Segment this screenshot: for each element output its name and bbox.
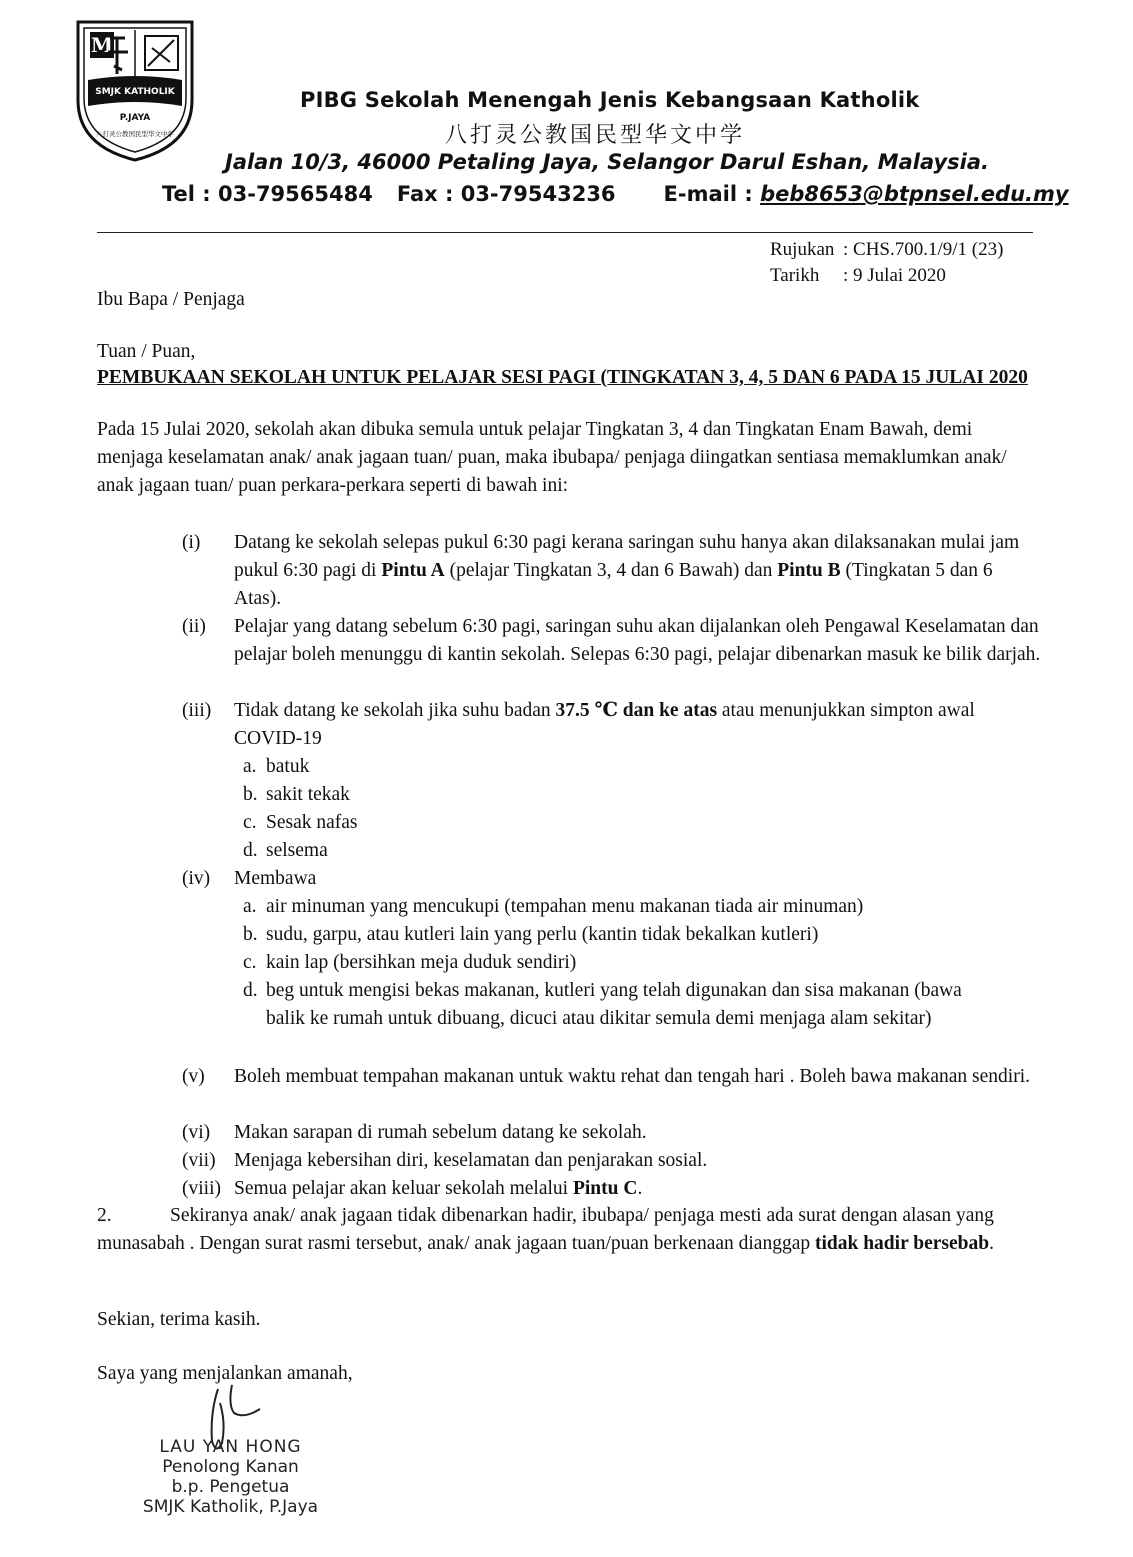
item-number: (iii) xyxy=(182,700,212,721)
item-text: Semua pelajar akan keluar sekolah melalui Pintu C. xyxy=(234,1178,643,1199)
list-item-vi xyxy=(182,1119,1042,1147)
svg-text:SMJK KATHOLIK: SMJK KATHOLIK xyxy=(95,87,175,97)
sub-item: d. selsema xyxy=(243,840,328,861)
item-number: (ii) xyxy=(182,616,206,637)
item-number: (viii) xyxy=(182,1178,221,1199)
item-text: Menjaga kebersihan diri, keselamatan dan penjarakan sosial. xyxy=(234,1150,708,1171)
fax-value: 03-79543236 xyxy=(460,182,616,206)
paragraph-2: 2. Sekiranya anak/ anak jagaan tidak dibenarkan hadir, ibubapa/ penjaga mesti ada surat dengan alasan yang munasabah . Dengan surat rasmi tersebut, anak/ anak jagaan tuan/puan berkenaan dianggap tidak hadir bersebab. xyxy=(97,1202,1037,1258)
item-number: (v) xyxy=(182,1066,205,1087)
sub-item: d. beg untuk mengisi bekas makanan, kutleri yang telah digunakan dan sisa makanan (bawa balik ke rumah untuk dibuang, dicuci atau dikitar semula demi menjaga alam sekitar) xyxy=(243,980,962,1029)
item-text: Membawa xyxy=(234,868,317,889)
fax-label: Fax : xyxy=(396,182,461,206)
item-text: Datang ke sekolah selepas pukul 6:30 pagi kerana saringan suhu hanya akan dilaksanakan mulai jam pukul 6:30 pagi di Pintu A (pelajar Tingkatan 3, 4 dan 6 Bawah) dan Pintu B (Tingkatan 5 dan 6 Atas). xyxy=(234,532,1020,609)
date-value: : 9 Julai 2020 xyxy=(843,265,946,286)
svg-text:P.JAYA: P.JAYA xyxy=(119,113,151,123)
sub-item: b. sudu, garpu, atau kutleri lain yang perlu (kantin tidak bekalkan kutleri) xyxy=(243,924,819,945)
reference-label: Rujukan xyxy=(770,239,835,260)
school-name: PIBG Sekolah Menengah Jenis Kebangsaan Katholik xyxy=(300,88,920,112)
item-text: Pelajar yang datang sebelum 6:30 pagi, saringan suhu akan dijalankan oleh Pengawal Keselamatan dan pelajar boleh menunggu di kantin sekolah. Selepas 6:30 pagi, pelajar dibenarkan masuk ke bilik darjah. xyxy=(234,616,1041,665)
email-link[interactable]: beb8653@btpnsel.edu.my xyxy=(760,182,1069,206)
paragraph-number: 2. xyxy=(97,1205,112,1226)
list-item-iv xyxy=(182,865,1042,893)
item-text: Boleh membuat tempahan makanan untuk waktu rehat dan tengah hari . Boleh bawa makanan sendiri. xyxy=(234,1066,1030,1087)
sub-item: b. sakit tekak xyxy=(243,784,350,805)
item-text: Tidak datang ke sekolah jika suhu badan 37.5 ℃ dan ke atas atau menunjukkan simpton awal COVID-19 xyxy=(234,700,975,749)
salutation: Tuan / Puan, xyxy=(97,341,196,362)
sub-item: a. air minuman yang mencukupi (tempahan menu makanan tiada air minuman) xyxy=(243,896,864,917)
signatory-school: SMJK Katholik, P.Jaya xyxy=(142,1497,319,1517)
signature-block xyxy=(133,1437,328,1517)
sub-item: c. kain lap (bersihkan meja duduk sendiri) xyxy=(243,952,577,973)
sub-item: c. Sesak nafas xyxy=(243,812,358,833)
closing-line: Sekian, terima kasih. xyxy=(97,1309,261,1330)
list-item-iii xyxy=(182,697,1042,753)
list-item-vii xyxy=(182,1147,1042,1175)
signoff-line: Saya yang menjalankan amanah, xyxy=(97,1363,353,1384)
tel-label: Tel : xyxy=(162,182,218,206)
school-address: Jalan 10/3, 46000 Petaling Jaya, Selangor Darul Eshan, Malaysia. xyxy=(225,150,989,174)
date-label: Tarikh xyxy=(770,265,820,286)
list-item-i xyxy=(182,529,1042,613)
item-number: (vi) xyxy=(182,1122,211,1143)
item-text: Makan sarapan di rumah sebelum datang ke sekolah. xyxy=(234,1122,647,1143)
school-chinese-name: 八打灵公教国民型华文中学 xyxy=(445,122,746,147)
reference-block xyxy=(770,237,1003,289)
header-divider xyxy=(97,232,1033,233)
letter-subject: PEMBUKAAN SEKOLAH UNTUK PELAJAR SESI PAGI (TINGKATAN 3, 4, 5 DAN 6 PADA 15 JULAI 2020 xyxy=(97,367,1028,388)
signatory-on-behalf: b.p. Pengetua xyxy=(171,1477,290,1497)
item-number: (vii) xyxy=(182,1150,216,1171)
svg-text:M: M xyxy=(90,33,114,57)
contact-line xyxy=(162,182,1069,206)
school-crest-logo xyxy=(70,18,200,163)
list-item-ii xyxy=(182,613,1042,669)
item-number: (i) xyxy=(182,532,201,553)
sub-item: a. batuk xyxy=(243,756,310,777)
reference-value: : CHS.700.1/9/1 (23) xyxy=(843,239,1004,260)
email-label: E-mail : xyxy=(663,182,761,206)
list-item-viii xyxy=(182,1175,1042,1203)
intro-paragraph: Pada 15 Julai 2020, sekolah akan dibuka semula untuk pelajar Tingkatan 3, 4 dan Tingkatan Enam Bawah, demi menjaga keselamatan anak/ anak jagaan tuan/ puan, maka ibubapa/ penjaga diingatkan sentiasa memaklumkan anak/ anak jagaan tuan/ puan perkara-perkara seperti di bawah ini: xyxy=(97,419,1007,496)
tel-value: 03-79565484 xyxy=(218,182,373,206)
svg-text:八打灵公教国民型华文中学: 八打灵公教国民型华文中学 xyxy=(96,130,174,138)
recipient: Ibu Bapa / Penjaga xyxy=(97,289,245,310)
list-item-v xyxy=(182,1063,1042,1091)
signatory-name: LAU YAN HONG xyxy=(159,1437,302,1457)
signatory-position: Penolong Kanan xyxy=(162,1457,299,1477)
item-number: (iv) xyxy=(182,868,211,889)
